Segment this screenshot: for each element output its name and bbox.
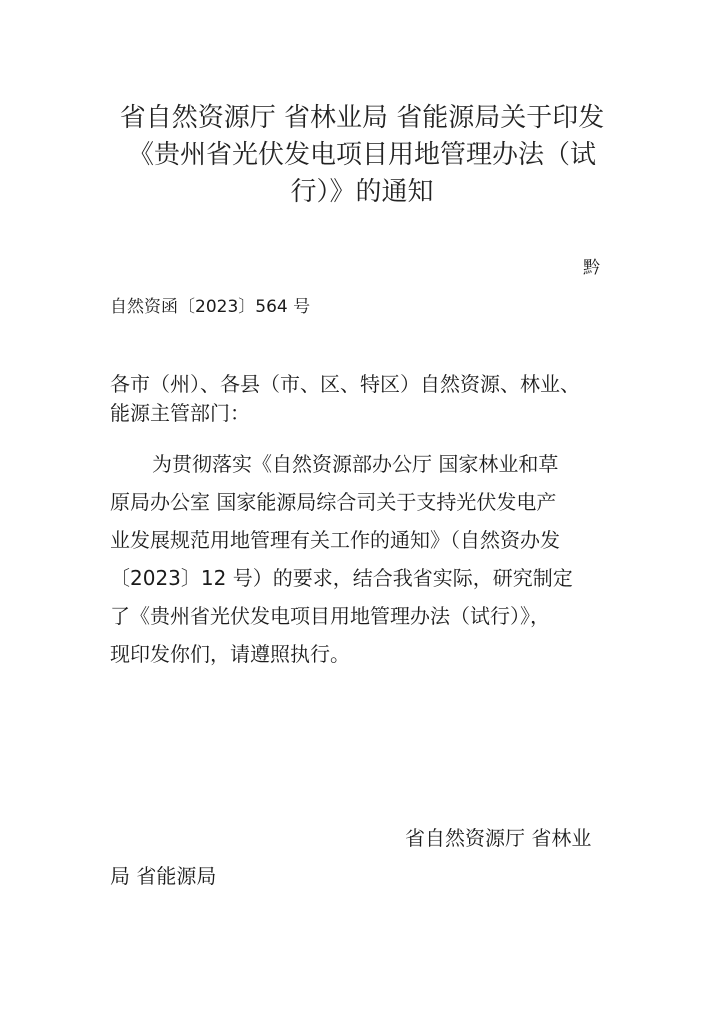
- title-line: 《贵州省光伏发电项目用地管理办法（试: [127, 140, 596, 170]
- signature-line: 省自然资源厅 省林业: [405, 826, 592, 850]
- title-line: 省自然资源厅 省林业局 省能源局关于印发: [119, 103, 605, 133]
- salutation: [110, 370, 630, 428]
- salutation-line: 能源主管部门：: [110, 401, 250, 425]
- body-line: 现印发你们，请遵照执行。: [110, 642, 350, 666]
- body-line: 业发展规范用地管理有关工作的通知》（自然资办发: [110, 528, 560, 552]
- title-line: 行）》的通知: [290, 177, 434, 207]
- salutation-line: 各市（州）、各县（市、区、特区）自然资源、林业、: [110, 372, 580, 396]
- document-title: [110, 100, 614, 211]
- doc-number-prefix: 黔: [583, 258, 600, 278]
- body-line: 了《贵州省光伏发电项目用地管理办法（试行）》，: [110, 604, 550, 628]
- body-line: 〔2023〕12 号）的要求，结合我省实际，研究制定: [110, 566, 573, 590]
- body-line: 原局办公室 国家能源局综合司关于支持光伏发电产: [110, 490, 557, 514]
- body-line: 为贯彻落实《自然资源部办公厅 国家林业和草: [152, 452, 559, 476]
- doc-number: 自然资函〔2023〕564 号: [110, 297, 311, 317]
- signature-line: 局 省能源局: [110, 864, 217, 888]
- body-paragraph: [110, 445, 630, 673]
